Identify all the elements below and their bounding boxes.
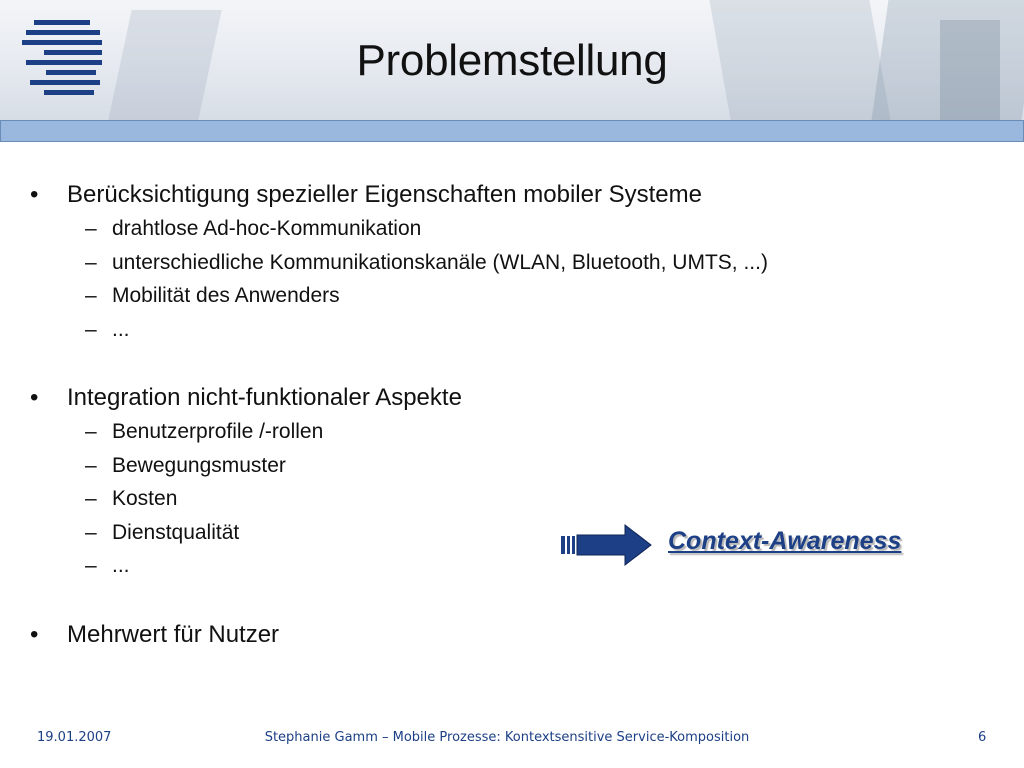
bullet-item: [30, 178, 930, 212]
sub-bullet-marker: –: [85, 453, 97, 477]
arrow-icon: [561, 523, 653, 567]
sub-bullet-text: ...: [112, 317, 130, 341]
bullet-item: [30, 381, 930, 415]
slide-title: Problemstellung: [356, 36, 668, 85]
bullet-item: [30, 618, 930, 652]
bullet-text: Integration nicht-funktionaler Aspekte: [67, 384, 462, 411]
sub-bullet-item: [30, 246, 930, 280]
sub-bullet-item: [30, 415, 930, 449]
sub-bullet-marker: –: [85, 420, 97, 443]
sub-bullet-text: Dienstqualität: [112, 520, 240, 544]
sub-bullet-marker: –: [85, 487, 97, 510]
bullet-marker: •: [30, 384, 39, 411]
bullet-list: [30, 178, 930, 652]
sub-bullet-text: ...: [112, 554, 130, 577]
bullet-text: Mehrwert für Nutzer: [67, 620, 280, 648]
sub-bullet-marker: –: [85, 317, 97, 341]
context-awareness-label: Context-Awareness: [668, 527, 902, 555]
bullet-text: Berücksichtigung spezieller Eigenschaften mobiler Systeme: [67, 181, 702, 208]
bullet-marker: •: [30, 620, 39, 648]
sub-bullet-text: Bewegungsmuster: [112, 453, 286, 477]
sub-bullet-text: unterschiedliche Kommunikationskanäle (WLAN, Bluetooth, UMTS, ...): [112, 250, 768, 274]
footer-date: 19.01.2007: [37, 730, 112, 745]
sub-bullet-item: [30, 449, 930, 483]
sub-bullet-text: Mobilität des Anwenders: [112, 284, 340, 307]
footer-text: Stephanie Gamm – Mobile Prozesse: Kontextsensitive Service-Komposition: [264, 730, 750, 745]
sub-bullet-text: drahtlose Ad-hoc-Kommunikation: [112, 217, 422, 240]
slide-header: [0, 0, 1024, 120]
page-number: 6: [978, 730, 987, 745]
sub-bullet-marker: –: [85, 554, 97, 577]
sub-bullet-text: Kosten: [112, 487, 178, 510]
sub-bullet-marker: –: [85, 250, 97, 274]
title-band: [0, 120, 1024, 142]
sub-bullet-item: [30, 482, 930, 516]
sub-bullet-marker: –: [85, 217, 97, 240]
sub-bullet-item: [30, 313, 930, 347]
sub-bullet-text: Benutzerprofile /-rollen: [112, 420, 324, 443]
sub-bullet-item: [30, 212, 930, 246]
sub-bullet-item: [30, 279, 930, 313]
sub-bullet-marker: –: [85, 284, 97, 307]
sub-bullet-marker: –: [85, 520, 97, 544]
bullet-marker: •: [30, 181, 39, 208]
